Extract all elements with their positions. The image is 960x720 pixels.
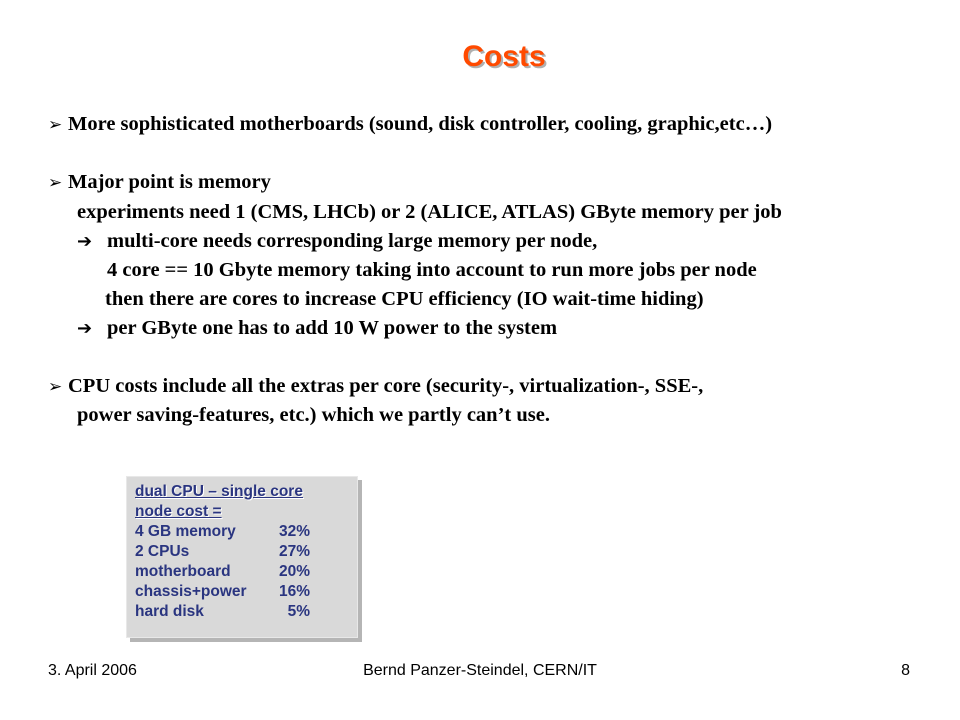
bullet-text: Major point is memory [68,171,271,193]
cost-row [135,522,310,542]
cost-row [135,562,310,582]
bullet-cpu-costs [48,372,703,400]
cost-item: hard disk [135,603,204,620]
cost-pct: 32% [278,523,310,540]
memory-line-4: then there are cores to increase CPU efficiency (IO wait-time hiding) [105,288,704,310]
footer-date: 3. April 2006 [48,662,137,679]
cost-item: 2 CPUs [135,543,190,560]
right-arrow-icon: ➔ [77,318,93,339]
footer-author: Bernd Panzer-Steindel, CERN/IT [363,662,597,679]
cost-pct: 20% [278,563,310,580]
memory-line-5-text: per GByte one has to add 10 W power to the system [107,317,558,339]
memory-line-1: experiments need 1 (CMS, LHCb) or 2 (ALICE, ATLAS) GByte memory per job [77,201,782,223]
cpu-costs-continuation: power saving-features, etc.) which we partly can’t use. [77,404,550,426]
cost-row [135,582,310,602]
cost-pct: 27% [278,543,310,560]
cost-pct: 5% [287,603,310,620]
memory-line-3: 4 core == 10 Gbyte memory taking into account to run more jobs per node [107,259,757,281]
cost-row [135,602,310,622]
bullet-text: CPU costs include all the extras per core (security-, virtualization-, SSE-, [68,375,704,397]
cost-item: chassis+power [135,583,247,600]
cost-row [135,542,310,562]
cost-box-heading-2: node cost = [135,503,222,520]
cost-item: 4 GB memory [135,523,236,540]
cost-breakdown-content [135,482,310,622]
cost-box-heading-1: dual CPU – single core [135,483,303,500]
bullet-text: More sophisticated motherboards (sound, disk controller, cooling, graphic,etc…) [68,113,773,135]
slide-title: Costs [462,40,546,73]
memory-line-2 [77,227,597,255]
memory-line-5 [77,314,557,342]
bullet-arrowhead-icon: ➢ [48,173,63,193]
bullet-memory [48,168,271,196]
cost-item: motherboard [135,563,231,580]
bullet-arrowhead-icon: ➢ [48,115,63,135]
cost-pct: 16% [278,583,310,600]
memory-line-2-text: multi-core needs corresponding large memory per node, [107,230,598,252]
right-arrow-icon: ➔ [77,231,93,252]
cost-breakdown-box [126,476,358,638]
bullet-arrowhead-icon: ➢ [48,377,63,397]
footer-page-number: 8 [901,662,910,679]
bullet-motherboards [48,110,772,138]
